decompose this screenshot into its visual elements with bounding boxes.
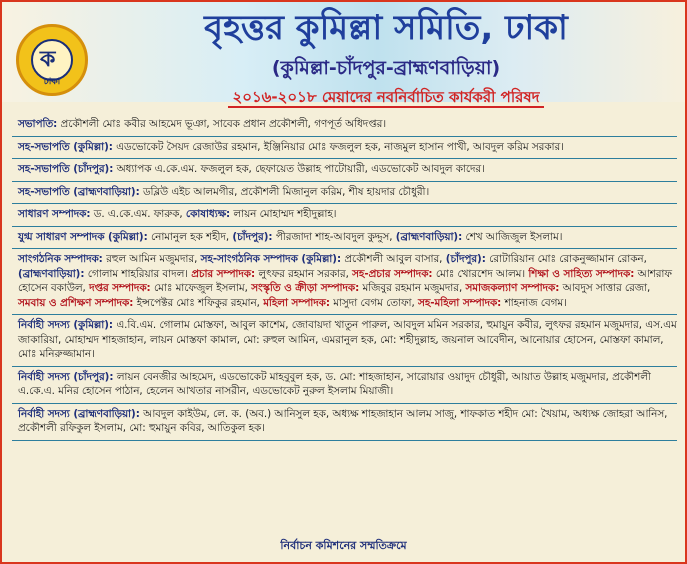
row-joint-secretary: যুগ্ম সাধারণ সম্পাদক (কুমিল্লা): নোমানুল হক শহীদ, (চাঁদপুর): পীরজাদা শাহ-আবদুল কুদ্দুস, (ব্রাহ্মণবাড়িয়া): শেখ আজিজুল ইসলাম। (12, 227, 677, 250)
logo-bottom-text: ঢাকা (43, 77, 61, 87)
committee-list (12, 114, 677, 538)
row-vp-brahmanbaria: সহ-সভাপতি (ব্রাহ্মণবাড়িয়া): ডব্লিউ এইচ আলমগীর, প্রকৌশলী মিজানুল করিম, শীষ হায়দার চৌধুরী। (12, 182, 677, 205)
page-title: বৃহত্তর কুমিল্লা সমিতি, ঢাকা (204, 8, 568, 48)
section-heading: ২০১৬-২০১৮ মেয়াদের নবনির্বাচিত কার্যকরী পরিষদ (97, 86, 675, 111)
page-subtitle: (কুমিল্লা-চাঁদপুর-ব্রাহ্মণবাড়িয়া) (271, 57, 501, 79)
society-logo (16, 24, 88, 96)
row-secretaries: সাংগঠনিক সম্পাদক: রহুল আমিন মজুমদার, সহ-সাংগঠনিক সম্পাদক (কুমিল্লা): প্রকৌশলী আবুল বাসার, (চাঁদপুর): রোটারিয়ান মোঃ রোকনুজ্জামান রোকন, (ব্রাহ্মণবাড়িয়া): গোলাম শাহরিয়ার বাদল। প্রচার সম্পাদক: লুৎফর রহমান সরকার, সহ-প্রচার সম্পাদক: মোঃ খোরশেদ আলম। শিক্ষা ও সাহিত্য সম্পাদক: আশরাফ হোসেন বকাউল, দপ্তর সম্পাদক: মোঃ মাফেজুল ইসলাম, সংস্কৃতি ও ক্রীড়া সম্পাদক: মজিবুর রহমান মজুমদার, সমাজকল্যাণ সম্পাদক: আবদুস সাত্তার রেজা, সমবায় ও প্রশিক্ষণ সম্পাদক: ইন্সপেক্টর মোঃ শফিকুর রহমান, মহিলা সম্পাদক: মাসুদা বেগম তোফা, সহ-মহিলা সম্পাদক: শাহনাজ বেগম। (12, 249, 677, 315)
logo-mark-icon: ক (40, 47, 56, 72)
row-vp-chandpur: সহ-সভাপতি (চাঁদপুর): অধ্যাপক এ.কে.এম. ফজলুল হক, ছেফায়েত উল্লাহ পাটোয়ারী, এডভোকেট আবদুল কাদের। (12, 159, 677, 182)
row-vp-cumilla: সহ-সভাপতি (কুমিল্লা): এডভোকেট সৈয়দ রেজাউর রহমান, ইঞ্জিনিয়ার মোঃ ফজলুল হক, নাজমুল হাসান পাখী, আবদুল করিম সরকার। (12, 137, 677, 160)
row-exec-chandpur: নির্বাহী সদস্য (চাঁদপুর): লায়ন বেনজীর আহমেদ, এডভোকেট মাহবুবুল হক, ড. মো: শাহজাহান, সারোয়ার ওয়াদুদ চৌধুরী, আয়াত উল্লাহ মজুমদার, প্রকৌশলী এ.কে.এ. মনির হোসেন পাঠান, হেলেন আখতার নাসরীন, এডভোকেট নুরুল ইসলাম মিয়াজী। (12, 367, 677, 404)
row-general-secretary: সাধারণ সম্পাদক: ড. এ.কে.এম. ফারুক, কোষাধ্যক্ষ: লায়ন মোহাম্মদ শহীদুল্লাহ। (12, 204, 677, 227)
footer-note: নির্বাচন কমিশনের সম্মতিক্রমে (280, 539, 407, 552)
row-exec-cumilla: নির্বাহী সদস্য (কুমিল্লা): এ.বি.এম. গোলাম মোস্তফা, আবুল কাশেম, জোবায়দা খাতুন পারুল, আবদুল মমিন সরকার, হুমায়ুন কবীর, লুৎফর রহমান মজুমদার, এস.এম জাকারিয়া, মোহাম্মদ শাহজাহান, লায়ন মোস্তফা কামাল, মো: রুহুল আমিন, এমরানুল হক, মো: শহীদুল্লাহ, জয়নাল আবেদীন, আনোয়ার হোসেন, মোস্তফা কামাল, মোঃ মনিরুজ্জামান। (12, 315, 677, 367)
row-exec-brahmanbaria: নির্বাহী সদস্য (ব্রাহ্মণবাড়িয়া): আবদুল কাইউম, লে. ক. (অব.) আনিসুল হক, অধ্যক্ষ শাহজাহান আলম সাজু, শাফকাত শহীদ মো: খৈয়াম, অধ্যক্ষ জোহরা আনিস, প্রকৌশলী রফিকুল ইসলাম, মো: হুমায়ুন কবির, আতিকুল হক। (12, 404, 677, 441)
row-president: সভাপতি: প্রকৌশলী মোঃ কবীর আহমেদ ভূঞা, সাবেক প্রধান প্রকৌশলী, গণপূর্ত অধিদপ্তর। (12, 114, 677, 137)
